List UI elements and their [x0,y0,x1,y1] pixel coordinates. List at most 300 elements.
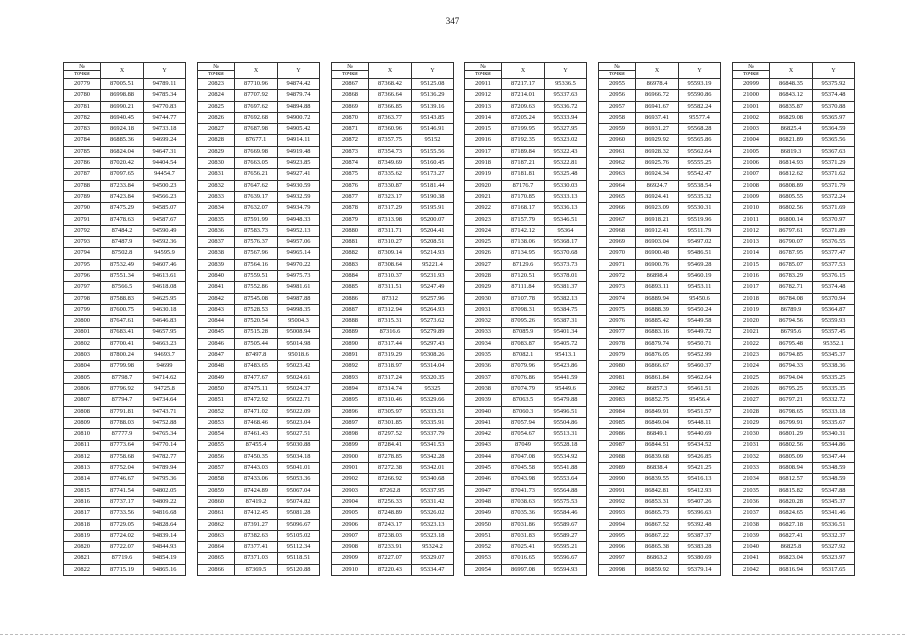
table-row [332,564,454,575]
header-number-sign: № [198,63,235,71]
y-value: 95416.13 [679,474,721,485]
point-number: 20978 [599,338,636,349]
point-number: 20936 [465,361,502,372]
x-value: 86998.88 [101,90,144,101]
y-value: 95308.26 [412,350,454,361]
y-value: 95364 [545,225,587,236]
y-value: 95208.51 [412,237,454,248]
point-number: 20890 [332,338,369,349]
table-row [465,564,587,575]
y-value: 95325 [412,384,454,395]
point-number: 20964 [599,180,636,191]
x-value: 86925.76 [636,158,679,169]
y-value: 95323.18 [412,530,454,541]
y-value: 95336.5 [545,79,587,90]
x-value: 87233.91 [369,542,412,553]
y-value: 95371.29 [813,158,855,169]
y-value: 95511.79 [679,225,721,236]
y-value: 95357.45 [813,327,855,338]
x-value: 86924.41 [636,191,679,202]
x-value: 86865.73 [636,508,679,519]
point-number: 20952 [465,542,502,553]
point-number: 20893 [332,372,369,383]
y-value: 95139.16 [412,101,454,112]
point-number: 20911 [465,79,502,90]
table-row [733,519,855,530]
point-number: 20915 [465,124,502,135]
x-value: 87419.2 [235,496,278,507]
point-number: 20996 [599,542,636,553]
y-value: 95008.94 [278,327,320,338]
table-row [332,451,454,462]
x-value: 87369.5 [235,564,278,575]
x-value: 86898.4 [636,271,679,282]
point-number: 21038 [733,519,770,530]
x-value: 87120.51 [502,271,545,282]
point-number: 20878 [332,203,369,214]
x-value: 87157.79 [502,214,545,225]
y-value: 95541.88 [545,463,587,474]
point-number: 20871 [332,124,369,135]
x-value: 86848.35 [770,79,813,90]
point-number: 20982 [599,384,636,395]
point-number: 20789 [64,191,101,202]
table-row [465,417,587,428]
point-number: 20791 [64,214,101,225]
table-row [332,158,454,169]
y-value: 95453.11 [679,282,721,293]
x-value: 86825.8 [770,542,813,553]
table-row [198,282,320,293]
table-row [733,542,855,553]
y-value: 95577.4 [679,112,721,123]
table-row [465,338,587,349]
table-row [465,146,587,157]
table-row [64,282,186,293]
point-number: 20970 [599,248,636,259]
x-value: 87043.98 [502,474,545,485]
table-row [332,463,454,474]
point-number: 20851 [198,395,235,406]
x-value: 87313.98 [369,214,412,225]
point-number: 20928 [465,271,502,282]
x-value: 87319.29 [369,350,412,361]
y-value: 95375.92 [813,79,855,90]
y-value: 95336.13 [545,203,587,214]
point-number: 20918 [465,158,502,169]
table-row [198,180,320,191]
point-number: 20800 [64,316,101,327]
point-number: 20894 [332,384,369,395]
point-number: 20786 [64,158,101,169]
y-value: 95335.67 [813,417,855,428]
y-value: 95341.46 [813,508,855,519]
table-row [332,169,454,180]
y-value: 95337.79 [412,429,454,440]
y-value: 95373.73 [545,259,587,270]
x-value: 87424.89 [235,485,278,496]
header-y: Y [679,63,721,79]
y-value: 95346.51 [545,214,587,225]
point-number: 20855 [198,440,235,451]
x-value: 87366.85 [369,101,412,112]
table-row [198,271,320,282]
point-number: 20817 [64,508,101,519]
point-number: 20948 [465,496,502,507]
x-value: 86827.41 [770,530,813,541]
table-row [599,338,721,349]
x-value: 87312.94 [369,304,412,315]
x-value: 87583.73 [235,225,278,236]
y-value: 95297.43 [412,338,454,349]
table-row [64,191,186,202]
table-row [198,463,320,474]
x-value: 86808.89 [770,180,813,191]
x-value: 87297.52 [369,429,412,440]
y-value: 95589.27 [545,530,587,541]
point-number: 21011 [733,214,770,225]
x-value: 86798.65 [770,406,813,417]
point-number: 20804 [64,361,101,372]
table-row [64,406,186,417]
y-value: 95460.37 [679,361,721,372]
table-row [64,395,186,406]
table-row [198,530,320,541]
table-row [733,384,855,395]
coordinates-table [598,62,721,576]
table-row [332,327,454,338]
point-number: 20942 [465,429,502,440]
x-value: 87317.24 [369,372,412,383]
point-number: 20779 [64,79,101,90]
table-row [599,417,721,428]
x-value: 87591.99 [235,214,278,225]
point-number: 20824 [198,90,235,101]
point-number: 20793 [64,237,101,248]
point-number: 20816 [64,496,101,507]
y-value: 94585.07 [144,203,186,214]
y-value: 95105.02 [278,530,320,541]
x-value: 86924.34 [636,169,679,180]
y-value: 94607.46 [144,259,186,270]
x-value: 87360.96 [369,124,412,135]
x-value: 86783.29 [770,271,813,282]
point-number: 20845 [198,327,235,338]
point-number: 21039 [733,530,770,541]
point-number: 21000 [733,90,770,101]
point-number: 21036 [733,496,770,507]
table-row [198,259,320,270]
y-value: 95325.48 [545,169,587,180]
y-value: 95486.51 [679,248,721,259]
y-value: 94865.16 [144,564,186,575]
x-value: 87272.38 [369,463,412,474]
y-value: 95452.99 [679,350,721,361]
table-row [465,124,587,135]
point-number: 20880 [332,225,369,236]
x-value: 86795.48 [770,338,813,349]
table-row [465,112,587,123]
x-value: 87181.81 [502,169,545,180]
header-point: точки [599,71,636,79]
table-row [332,225,454,236]
table-row [332,180,454,191]
x-value: 86900.76 [636,259,679,270]
point-number: 20992 [599,496,636,507]
y-value: 95329.66 [412,395,454,406]
point-number: 21016 [733,271,770,282]
table-row [465,530,587,541]
point-number: 20937 [465,372,502,383]
x-value: 86966.72 [636,90,679,101]
point-number: 20975 [599,304,636,315]
point-number: 20842 [198,293,235,304]
point-number: 20962 [599,158,636,169]
y-value: 95335.25 [813,372,855,383]
x-value: 87082.1 [502,350,545,361]
x-value: 87098.31 [502,304,545,315]
point-number: 20885 [332,282,369,293]
table-row [198,79,320,90]
x-value: 87311.71 [369,225,412,236]
point-number: 20896 [332,406,369,417]
coordinates-table [197,62,320,576]
x-value: 87475.29 [101,203,144,214]
y-value: 94733.18 [144,124,186,135]
x-value: 87377.41 [235,542,278,553]
table-row [465,451,587,462]
y-value: 95407.26 [679,496,721,507]
point-number: 20905 [332,508,369,519]
x-value: 87054.67 [502,429,545,440]
y-value: 94927.41 [278,169,320,180]
point-number: 21004 [733,135,770,146]
header-y: Y [813,63,855,79]
y-value: 95221.4 [412,259,454,270]
x-value: 87243.17 [369,519,412,530]
table-row [198,350,320,361]
point-number: 20940 [465,406,502,417]
point-number: 20963 [599,169,636,180]
x-value: 86885.42 [636,316,679,327]
table-row [198,406,320,417]
point-number: 20998 [599,564,636,575]
table-row [64,146,186,157]
x-value: 87309.14 [369,248,412,259]
x-value: 87134.95 [502,248,545,259]
table-row [198,327,320,338]
x-value: 87450.35 [235,451,278,462]
y-value: 95377.53 [813,259,855,270]
point-number: 20943 [465,440,502,451]
x-value: 86861.84 [636,372,679,383]
x-value: 87656.21 [235,169,278,180]
y-value: 95396.63 [679,508,721,519]
table-row [64,429,186,440]
point-number: 20994 [599,519,636,530]
y-value: 94618.08 [144,282,186,293]
point-number: 20854 [198,429,235,440]
table-row [733,203,855,214]
x-value: 87278.85 [369,451,412,462]
point-number: 20806 [64,384,101,395]
x-value: 87468.46 [235,417,278,428]
y-value: 95327.95 [545,124,587,135]
header-point: точки [198,71,235,79]
y-value: 95190.38 [412,191,454,202]
table-row [332,271,454,282]
table-row [64,372,186,383]
y-value: 94839.14 [144,530,186,541]
x-value: 87588.83 [101,293,144,304]
x-value: 86795.25 [770,384,813,395]
y-value: 94919.48 [278,146,320,157]
table-row [733,474,855,485]
point-number: 20825 [198,101,235,112]
x-value: 87047.08 [502,451,545,462]
x-value: 87800.24 [101,350,144,361]
coordinates-table [464,62,587,576]
y-value: 95441.59 [545,372,587,383]
x-value: 87209.63 [502,101,545,112]
table-row [599,203,721,214]
table-row [332,384,454,395]
x-value: 86824.04 [101,146,144,157]
y-value: 95323.02 [545,135,587,146]
point-number: 21001 [733,101,770,112]
y-value: 95034.18 [278,451,320,462]
table-row [332,350,454,361]
header-number-sign: № [733,63,770,71]
x-value: 87214.01 [502,90,545,101]
point-number: 20921 [465,191,502,202]
x-value: 86785.07 [770,259,813,270]
point-number: 20859 [198,485,235,496]
table-row [198,191,320,202]
y-value: 95456.4 [679,395,721,406]
y-value: 95382.13 [545,293,587,304]
x-value: 87423.84 [101,191,144,202]
point-number: 20934 [465,338,502,349]
y-value: 95449.6 [545,384,587,395]
point-number: 20985 [599,417,636,428]
point-number: 20832 [198,180,235,191]
x-value: 87478.63 [101,214,144,225]
y-value: 95379.14 [679,564,721,575]
x-value: 87189.84 [502,146,545,157]
x-value: 87600.75 [101,304,144,315]
point-number: 20995 [599,530,636,541]
x-value: 86941.67 [636,101,679,112]
x-value: 87317.29 [369,203,412,214]
point-number: 20784 [64,135,101,146]
x-value: 87097.65 [101,169,144,180]
point-number: 20960 [599,135,636,146]
y-value: 95450.24 [679,304,721,315]
x-value: 86876.05 [636,350,679,361]
table-row [198,440,320,451]
table-row [465,508,587,519]
point-number: 20929 [465,282,502,293]
x-value: 87315.31 [369,316,412,327]
table-row [64,496,186,507]
y-value: 95497.02 [679,237,721,248]
point-number: 21019 [733,304,770,315]
x-value: 86782.71 [770,282,813,293]
y-value: 94785.34 [144,90,186,101]
y-value: 95426.85 [679,451,721,462]
x-value: 87707.92 [235,90,278,101]
point-number: 20834 [198,203,235,214]
table-row [64,101,186,112]
point-number: 20798 [64,293,101,304]
table-row [64,327,186,338]
table-row [332,530,454,541]
x-value: 87455.4 [235,440,278,451]
table-row [198,451,320,462]
y-value: 95340.68 [412,474,454,485]
x-value: 87487.9 [101,237,144,248]
y-value: 94657.95 [144,327,186,338]
y-value: 95330.03 [545,180,587,191]
point-number: 21005 [733,146,770,157]
point-number: 20950 [465,519,502,530]
point-number: 20951 [465,530,502,541]
x-value: 87031.86 [502,519,545,530]
x-value: 86978.4 [636,79,679,90]
x-value: 87647.62 [235,180,278,191]
table-row [465,214,587,225]
table-row [733,293,855,304]
y-value: 95359.93 [813,316,855,327]
x-value: 86885.36 [101,135,144,146]
y-value: 94965.14 [278,248,320,259]
y-value: 95279.89 [412,327,454,338]
table-row [198,508,320,519]
x-value: 87788.03 [101,417,144,428]
table-row [332,304,454,315]
x-value: 86924.18 [101,124,144,135]
x-value: 87484.2 [101,225,144,236]
bottom-divider [0,634,905,636]
point-number: 20876 [332,180,369,191]
header-point: точки [465,71,502,79]
x-value: 87233.84 [101,180,144,191]
x-value: 86867.52 [636,519,679,530]
x-value: 87187.21 [502,158,545,169]
table-row [599,350,721,361]
y-value: 95333.94 [545,112,587,123]
y-value: 94932.59 [278,191,320,202]
header-x: X [502,63,545,79]
point-number: 20826 [198,112,235,123]
table-row [465,158,587,169]
x-value: 86819.3 [770,146,813,157]
table-row [599,406,721,417]
y-value: 94802.05 [144,485,186,496]
table-row [64,519,186,530]
y-value: 95024.37 [278,384,320,395]
table-row [733,316,855,327]
table-row [599,248,721,259]
x-value: 87687.98 [235,124,278,135]
table-row [733,225,855,236]
point-number: 20901 [332,463,369,474]
table-row [465,79,587,90]
table-row [64,530,186,541]
x-value: 87677.1 [235,135,278,146]
y-value: 95022.09 [278,406,320,417]
